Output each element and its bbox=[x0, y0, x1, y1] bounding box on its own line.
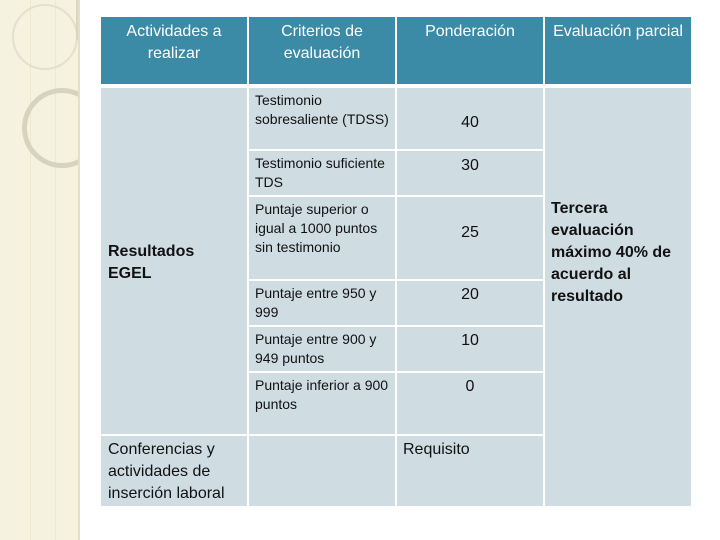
header-evaluacion-parcial-label: Evaluación parcial bbox=[553, 23, 683, 40]
header-actividades bbox=[101, 17, 247, 84]
criterio-label: Puntaje entre 900 y 949 puntos bbox=[255, 331, 377, 366]
actividad-conferencias-label: Conferencias y actividades de inserción laboral bbox=[108, 441, 225, 502]
criterio-label: Puntaje entre 950 y 999 bbox=[255, 285, 377, 320]
criterio-label: Testimonio sobresaliente (TDSS) bbox=[255, 92, 389, 127]
criterio-cell bbox=[249, 281, 395, 325]
evaluacion-parcial-cell bbox=[545, 88, 691, 506]
ponderacion-cell bbox=[397, 88, 543, 149]
header-actividades-label: Actividades a realizar bbox=[126, 23, 222, 62]
ponderacion-cell bbox=[397, 373, 543, 434]
decorative-side-band bbox=[0, 0, 80, 540]
ponderacion-cell bbox=[397, 151, 543, 195]
ponderacion-cell bbox=[397, 327, 543, 371]
ponderacion-value: 40 bbox=[461, 114, 479, 131]
criterio-cell bbox=[249, 327, 395, 371]
header-ponderacion-label: Ponderación bbox=[425, 23, 515, 40]
requisito-label: Requisito bbox=[403, 441, 470, 458]
criterio-cell bbox=[249, 88, 395, 149]
actividad-egel-label: Resultados EGEL bbox=[108, 243, 195, 282]
ponderacion-value: 0 bbox=[465, 378, 475, 395]
criterio-cell bbox=[249, 197, 395, 279]
criterio-label: Puntaje inferior a 900 puntos bbox=[255, 377, 389, 412]
criterio-empty-cell bbox=[249, 436, 395, 506]
ponderacion-value: 30 bbox=[461, 157, 479, 174]
header-evaluacion-parcial bbox=[545, 17, 691, 84]
criterio-cell bbox=[249, 151, 395, 195]
criterio-cell bbox=[249, 373, 395, 434]
ponderacion-cell bbox=[397, 281, 543, 325]
criterio-label: Puntaje superior o igual a 1000 puntos sin testimonio bbox=[255, 201, 378, 255]
requisito-cell bbox=[397, 436, 543, 506]
ponderacion-value: 10 bbox=[461, 332, 479, 349]
evaluacion-parcial-text: Tercera evaluación máximo 40% de acuerdo al resultado bbox=[551, 200, 672, 305]
ponderacion-value: 25 bbox=[461, 224, 479, 241]
header-criterios bbox=[249, 17, 395, 84]
ponderacion-cell bbox=[397, 197, 543, 279]
ponderacion-value: 20 bbox=[461, 286, 479, 303]
actividad-egel-cell bbox=[101, 88, 247, 434]
header-ponderacion bbox=[397, 17, 543, 84]
criterio-label: Testimonio suficiente TDS bbox=[255, 155, 385, 190]
actividad-conferencias-cell bbox=[101, 436, 247, 506]
header-criterios-label: Criterios de evaluación bbox=[281, 23, 363, 62]
